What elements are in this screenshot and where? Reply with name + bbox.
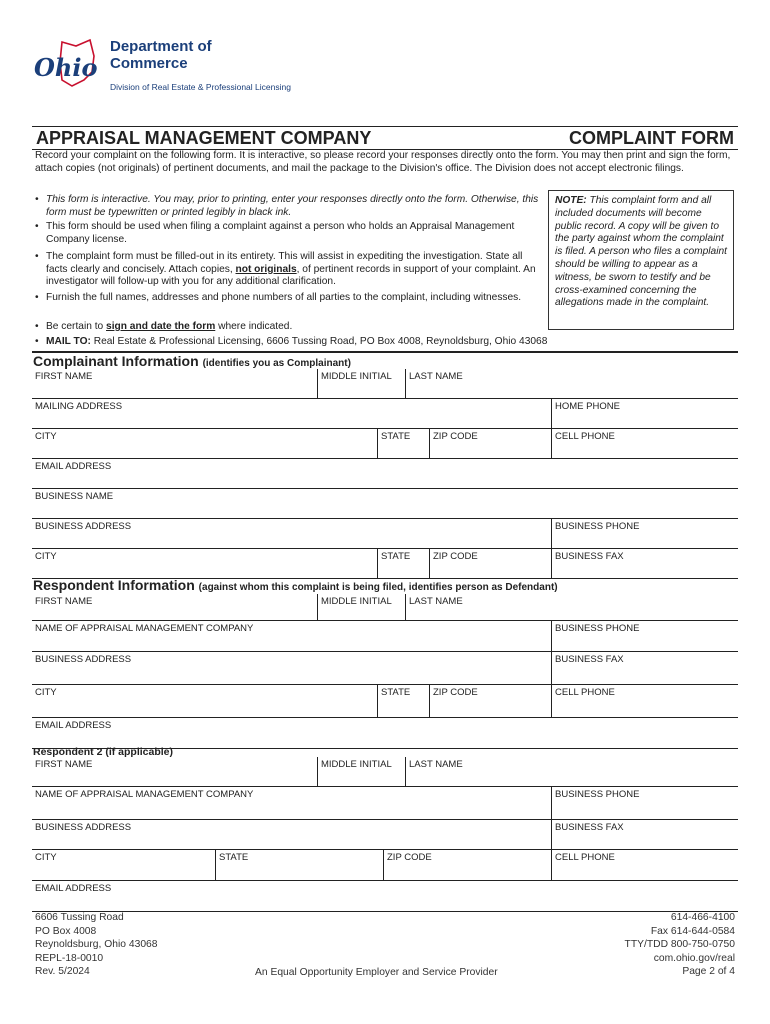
field-label: CITY <box>35 687 57 698</box>
note-text: This complaint form and all included documents will become public record. A copy will be given to the party against whom the complaint is filed. A person who files a complaint should be willing to appear as a witness, be sworn to testify and be cross-examined concerning the allegations made in the complaint. <box>555 195 727 309</box>
complainant-mailing-address-field[interactable] <box>32 399 552 428</box>
bullet-sign-date <box>35 321 541 334</box>
field-label: MIDDLE INITIAL <box>321 371 392 382</box>
respondent2-city-row <box>32 850 738 881</box>
complainant-subtitle: (identifies you as Complainant) <box>202 358 351 369</box>
bullet-full-names: • Furnish the full names, addresses and phone numbers of all parties to the complaint, including witnesses. <box>35 292 541 305</box>
complainant-business-phone-field[interactable] <box>552 519 738 548</box>
respondent-cell-phone-field[interactable] <box>552 685 738 717</box>
field-label: BUSINESS PHONE <box>555 623 640 634</box>
footer-fax: Fax 614-644-0584 <box>650 925 735 937</box>
footer-page-number: Page 2 of 4 <box>682 966 735 977</box>
complainant-name-row <box>32 369 738 399</box>
respondent-amc-name-field[interactable] <box>32 621 552 651</box>
intro-paragraph: Record your complaint on the following form. It is interactive, so please record your responses directly onto the form. You may then print and sign the form, attach copies (not originals) of pertinent documents, and mail the package to the Division's office. The Division does not accept electronic filings. <box>35 150 731 174</box>
respondent2-business-address-field[interactable] <box>32 820 552 849</box>
respondent2-middle-initial-field[interactable] <box>318 757 406 786</box>
field-label: MAILING ADDRESS <box>35 401 123 412</box>
footer-address <box>35 911 158 979</box>
footer-tty: TTY/TDD 800-750-0750 <box>624 939 735 950</box>
complainant-zip-field[interactable] <box>430 429 552 458</box>
bullet-3-text-a: The complaint form must be filled-out in its entirety. This will assist in expediting the investigation. State all facts clearly and concisely. Attach copies, <box>46 251 523 275</box>
field-label: BUSINESS PHONE <box>555 521 640 532</box>
complainant-title: Complainant Information <box>33 353 199 369</box>
complainant-business-address-field[interactable] <box>32 519 552 548</box>
respondent2-city-field[interactable] <box>32 850 216 880</box>
respondent-title: Respondent Information <box>33 577 195 593</box>
respondent-subtitle: (against whom this complaint is being filed, identifies person as Defendant) <box>198 582 558 593</box>
respondent2-amc-name-field[interactable] <box>32 787 552 819</box>
ohio-commerce-logo <box>32 36 312 96</box>
bullet-3-text-b: , of pertinent records in support of your complaint. An investigator will follow-up with you for any additional clarification. <box>46 263 536 287</box>
field-label: BUSINESS PHONE <box>555 789 640 800</box>
division-name: Division of Real Estate & Professional Licensing <box>110 82 291 92</box>
field-label: FIRST NAME <box>35 371 93 382</box>
ohio-state-outline-icon <box>32 36 104 92</box>
respondent-business-phone-field[interactable] <box>552 621 738 651</box>
complainant-city-row <box>32 429 738 459</box>
complainant-middle-initial-field[interactable] <box>318 369 406 398</box>
bullet-usage: • This form should be used when filing a complaint against a person who holds an Appraisal Management Company license. <box>35 221 541 246</box>
field-label: EMAIL ADDRESS <box>35 883 112 894</box>
form-title-right: COMPLAINT FORM <box>569 128 734 148</box>
field-label: BUSINESS FAX <box>555 654 624 665</box>
footer-contact <box>625 911 735 979</box>
dept-line-2: Commerce <box>110 55 188 72</box>
footer-form-number: REPL-18-0010 <box>35 952 104 964</box>
respondent2-name-row <box>32 757 738 787</box>
complainant-business-fax-field[interactable] <box>552 549 738 578</box>
complainant-business-state-field[interactable] <box>378 549 430 578</box>
field-label: HOME PHONE <box>555 401 620 412</box>
bullet-mail-to <box>35 336 736 349</box>
respondent-section-title <box>33 578 558 595</box>
field-label: FIRST NAME <box>35 759 93 770</box>
complainant-business-name-field[interactable] <box>32 489 738 518</box>
form-title-bar <box>32 126 738 150</box>
field-label: EMAIL ADDRESS <box>35 720 112 731</box>
complainant-business-zip-field[interactable] <box>430 549 552 578</box>
respondent2-amc-row <box>32 787 738 820</box>
field-label: BUSINESS ADDRESS <box>35 654 132 665</box>
complainant-cell-phone-field[interactable] <box>552 429 738 458</box>
field-label: EMAIL ADDRESS <box>35 461 112 472</box>
field-label: ZIP CODE <box>433 687 478 698</box>
respondent-name-row <box>32 594 738 621</box>
respondent2-first-name-field[interactable] <box>32 757 318 786</box>
complainant-email-field[interactable] <box>32 459 738 488</box>
respondent-grid <box>32 594 738 749</box>
respondent2-business-fax-field[interactable] <box>552 820 738 849</box>
respondent2-address-row <box>32 820 738 850</box>
field-label: BUSINESS ADDRESS <box>35 521 132 532</box>
complainant-home-phone-field[interactable] <box>552 399 738 428</box>
footer-website[interactable]: com.ohio.gov/real <box>653 952 735 964</box>
field-label: FIRST NAME <box>35 596 93 607</box>
respondent2-business-phone-field[interactable] <box>552 787 738 819</box>
respondent-first-name-field[interactable] <box>32 594 318 620</box>
field-label: STATE <box>219 852 249 863</box>
respondent-state-field[interactable] <box>378 685 430 717</box>
complainant-grid <box>32 369 738 579</box>
field-label: CITY <box>35 852 57 863</box>
public-record-note <box>548 190 734 330</box>
respondent-business-address-field[interactable] <box>32 652 552 684</box>
field-label: STATE <box>381 687 411 698</box>
bullet-interactive: • This form is interactive. You may, prior to printing, enter your responses directly onto the form. Otherwise, this form must be typewritten or printed legibly in black ink. <box>35 194 541 219</box>
field-label: CITY <box>35 551 57 562</box>
respondent-address-row <box>32 652 738 685</box>
bullet-5-underline: sign and date the form <box>106 321 216 332</box>
respondent-zip-field[interactable] <box>430 685 552 717</box>
note-label: NOTE: <box>555 195 587 206</box>
respondent2-email-field[interactable] <box>32 881 738 909</box>
complainant-city-field[interactable] <box>32 429 378 458</box>
respondent2-email-row <box>32 881 738 909</box>
field-label: BUSINESS NAME <box>35 491 114 502</box>
bullet-5-text-a: Be certain to <box>46 321 107 332</box>
complainant-first-name-field[interactable] <box>32 369 318 398</box>
complainant-business-address-row <box>32 519 738 549</box>
complainant-city2-row <box>32 549 738 579</box>
field-label: ZIP CODE <box>433 551 478 562</box>
field-label: NAME OF APPRAISAL MANAGEMENT COMPANY <box>35 623 254 634</box>
respondent2-section-title: Respondent 2 (if applicable) <box>33 746 174 758</box>
respondent-last-name-field[interactable] <box>406 594 738 620</box>
complainant-business-city-field[interactable] <box>32 549 378 578</box>
footer-city: Reynoldsburg, Ohio 43068 <box>35 939 158 950</box>
respondent-city-field[interactable] <box>32 685 378 717</box>
respondent-business-fax-field[interactable] <box>552 652 738 684</box>
complainant-email-row <box>32 459 738 489</box>
footer-phone: 614-466-4100 <box>670 912 735 923</box>
field-label: LAST NAME <box>409 371 463 382</box>
respondent2-last-name-field[interactable] <box>406 757 738 786</box>
field-label: ZIP CODE <box>387 852 432 863</box>
respondent2-cell-phone-field[interactable] <box>552 850 738 880</box>
logo-text: Ohio <box>34 53 98 82</box>
respondent-middle-initial-field[interactable] <box>318 594 406 620</box>
form-title-left: APPRAISAL MANAGEMENT COMPANY <box>36 128 372 148</box>
field-label: CITY <box>35 431 57 442</box>
field-label: LAST NAME <box>409 759 463 770</box>
footer-po-box: PO Box 4008 <box>35 925 97 937</box>
field-label: BUSINESS FAX <box>555 822 624 833</box>
bullet-3-underline: not originals <box>235 263 297 275</box>
complainant-mailing-row <box>32 399 738 429</box>
field-label: ZIP CODE <box>433 431 478 442</box>
field-label: LAST NAME <box>409 596 463 607</box>
field-label: CELL PHONE <box>555 852 615 863</box>
field-label: CELL PHONE <box>555 431 615 442</box>
respondent-city-row <box>32 685 738 718</box>
dept-line-1: Department of <box>110 38 212 55</box>
field-label: STATE <box>381 551 411 562</box>
footer-street: 6606 Tussing Road <box>35 912 124 923</box>
field-label: BUSINESS ADDRESS <box>35 822 132 833</box>
respondent2-state-field[interactable] <box>216 850 384 880</box>
bullet-complete-form <box>35 251 541 289</box>
department-name <box>110 38 212 72</box>
footer-revision: Rev. 5/2024 <box>35 966 90 977</box>
mail-to-label: MAIL TO: <box>46 336 91 347</box>
respondent2-grid <box>32 757 738 909</box>
complainant-last-name-field[interactable] <box>406 369 738 398</box>
footer-eoe: An Equal Opportunity Employer and Service Provider <box>255 967 498 978</box>
bullet-5-text-b: where indicated. <box>215 321 293 332</box>
field-label: MIDDLE INITIAL <box>321 759 392 770</box>
complainant-state-field[interactable] <box>378 429 430 458</box>
respondent-email-field[interactable] <box>32 718 738 748</box>
complainant-business-name-row <box>32 489 738 519</box>
respondent-amc-row <box>32 621 738 652</box>
field-label: MIDDLE INITIAL <box>321 596 392 607</box>
field-label: STATE <box>381 431 411 442</box>
respondent2-zip-field[interactable] <box>384 850 552 880</box>
field-label: CELL PHONE <box>555 687 615 698</box>
field-label: BUSINESS FAX <box>555 551 624 562</box>
mail-to-address: Real Estate & Professional Licensing, 6606 Tussing Road, PO Box 4008, Reynoldsburg, Ohio 43068 <box>90 336 548 347</box>
field-label: NAME OF APPRAISAL MANAGEMENT COMPANY <box>35 789 254 800</box>
